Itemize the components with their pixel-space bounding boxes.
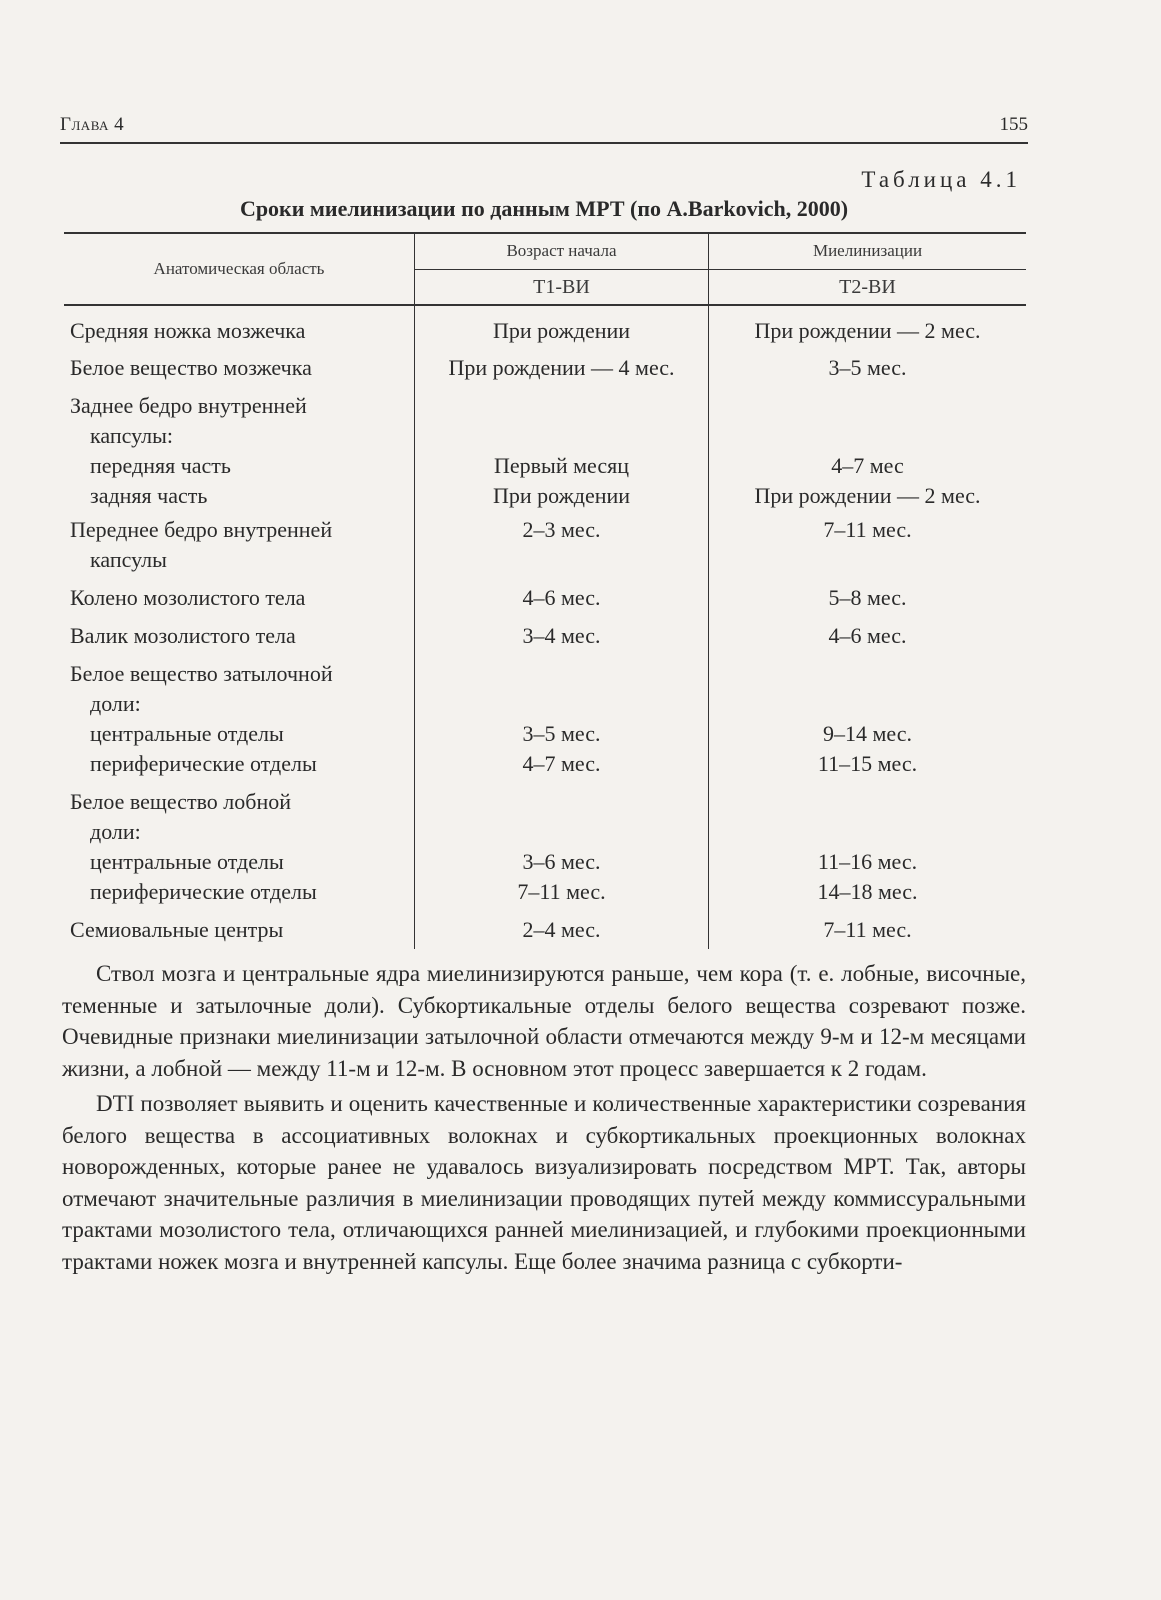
table-row bbox=[64, 481, 1026, 511]
page-number: 155 bbox=[999, 114, 1028, 135]
cell-t2: 3–5 мес. bbox=[828, 355, 907, 380]
cell-t2: При рождении — 2 мес. bbox=[754, 318, 981, 343]
cell-area: периферические отделы bbox=[90, 879, 317, 904]
cell-area: Семиовальные центры bbox=[64, 907, 415, 949]
cell-area-continued: капсулы: bbox=[90, 423, 173, 448]
table-row bbox=[64, 613, 1026, 651]
cell-t1: Первый месяц bbox=[415, 451, 709, 481]
running-header bbox=[60, 112, 1028, 144]
cell-t1: При рождении bbox=[415, 305, 709, 346]
cell-t2 bbox=[709, 651, 1027, 719]
cell-area-continued: капсулы bbox=[90, 547, 167, 572]
table-row bbox=[64, 877, 1026, 907]
table-row bbox=[64, 383, 1026, 451]
cell-t2 bbox=[709, 779, 1027, 847]
myelination-table bbox=[64, 232, 1026, 949]
cell-area: центральные отделы bbox=[90, 721, 284, 746]
cell-area: Белое вещество мозжечка bbox=[64, 346, 415, 383]
cell-area-continued: доли: bbox=[90, 819, 141, 844]
table-row bbox=[64, 907, 1026, 949]
cell-area-continued: доли: bbox=[90, 691, 141, 716]
table-row bbox=[64, 779, 1026, 847]
cell-t1: 3–5 мес. bbox=[415, 719, 709, 749]
cell-t1 bbox=[415, 383, 709, 451]
column-header-area: Анатомическая область bbox=[64, 233, 415, 305]
cell-t1: 2–3 мес. bbox=[415, 511, 709, 575]
cell-area: Заднее бедро внутренней bbox=[70, 393, 307, 418]
cell-t1: 2–4 мес. bbox=[415, 907, 709, 949]
cell-t1: 7–11 мес. bbox=[415, 877, 709, 907]
table-row bbox=[64, 346, 1026, 383]
cell-area: Белое вещество затылочной bbox=[70, 661, 333, 686]
cell-t1: При рождении bbox=[415, 481, 709, 511]
cell-t2: 14–18 мес. bbox=[817, 879, 918, 904]
column-group-header-start: Возраст начала bbox=[415, 233, 709, 269]
cell-t2: 7–11 мес. bbox=[823, 517, 912, 542]
table-row bbox=[64, 847, 1026, 877]
cell-area: Переднее бедро внутренней bbox=[70, 517, 333, 542]
cell-t2: При рождении — 2 мес. bbox=[754, 483, 981, 508]
table-row bbox=[64, 511, 1026, 575]
table-caption: Сроки миелинизации по данным МРТ (по A.Barkovich, 2000) bbox=[239, 196, 849, 221]
cell-t1 bbox=[415, 651, 709, 719]
cell-t2: 9–14 мес. bbox=[823, 721, 912, 746]
cell-t2: 11–15 мес. bbox=[817, 751, 918, 776]
cell-t1: 3–6 мес. bbox=[415, 847, 709, 877]
cell-t2: 7–11 мес. bbox=[823, 917, 912, 942]
cell-t1: 3–4 мес. bbox=[415, 613, 709, 651]
cell-t1 bbox=[415, 779, 709, 847]
chapter-title: Глава 4 bbox=[60, 114, 125, 135]
table-row bbox=[64, 305, 1026, 346]
column-header-t1: Т1-ВИ bbox=[415, 269, 709, 305]
cell-area: Средняя ножка мозжечка bbox=[64, 305, 415, 346]
cell-t2: 11–16 мес. bbox=[817, 849, 918, 874]
column-header-t2: Т2-ВИ bbox=[709, 269, 1027, 305]
cell-area: центральные отделы bbox=[90, 849, 284, 874]
table-row bbox=[64, 575, 1026, 613]
table-row bbox=[64, 749, 1026, 779]
cell-t2 bbox=[709, 383, 1027, 451]
table-row bbox=[64, 719, 1026, 749]
column-group-header-myelination: Миелинизации bbox=[709, 233, 1027, 269]
cell-area: Колено мозолистого тела bbox=[64, 575, 415, 613]
paragraph: Ствол мозга и центральные ядра миелинизируются раньше, чем кора (т. е. лобные, височные, теменные и затылочные доли). Субкортикальные отделы белого вещества созревают позже. Очевидные признаки миелинизации затылочной области отмечаются между 9-м и 12-м месяцами жизни, а лобной — между 11-м и 12-м. В основном этот процесс завершается к 2 годам. bbox=[62, 961, 1026, 1081]
cell-area: задняя часть bbox=[90, 483, 208, 508]
table-label: Таблица 4.1 bbox=[861, 167, 1021, 192]
cell-area: Белое вещество лобной bbox=[70, 789, 292, 814]
cell-t2: 4–6 мес. bbox=[828, 623, 907, 648]
body-text bbox=[62, 958, 1026, 1277]
cell-area: передняя часть bbox=[90, 453, 231, 478]
cell-t2: 4–7 мес bbox=[831, 453, 904, 478]
cell-t1: При рождении — 4 мес. bbox=[415, 346, 709, 383]
cell-t2: 5–8 мес. bbox=[828, 585, 907, 610]
table-row bbox=[64, 651, 1026, 719]
cell-area: Валик мозолистого тела bbox=[64, 613, 415, 651]
cell-area: периферические отделы bbox=[90, 751, 317, 776]
table-row bbox=[64, 451, 1026, 481]
paragraph: DTI позволяет выявить и оценить качественные и количественные характеристики созревания белого вещества в ассоциативных волокнах и субкортикальных проекционных волокнах новорожденных, которые ранее не удавалось визуализировать посредством МРТ. Так, авторы отмечают значительные различия в миелинизации проводящих путей между коммиссуральными трактами мозолистого тела, отличающихся ранней миелинизацией, и глубокими проекционными трактами ножек мозга и внутренней капсулы. Еще более значима разница с субкорти- bbox=[62, 1091, 1026, 1274]
cell-t1: 4–6 мес. bbox=[415, 575, 709, 613]
cell-t1: 4–7 мес. bbox=[415, 749, 709, 779]
